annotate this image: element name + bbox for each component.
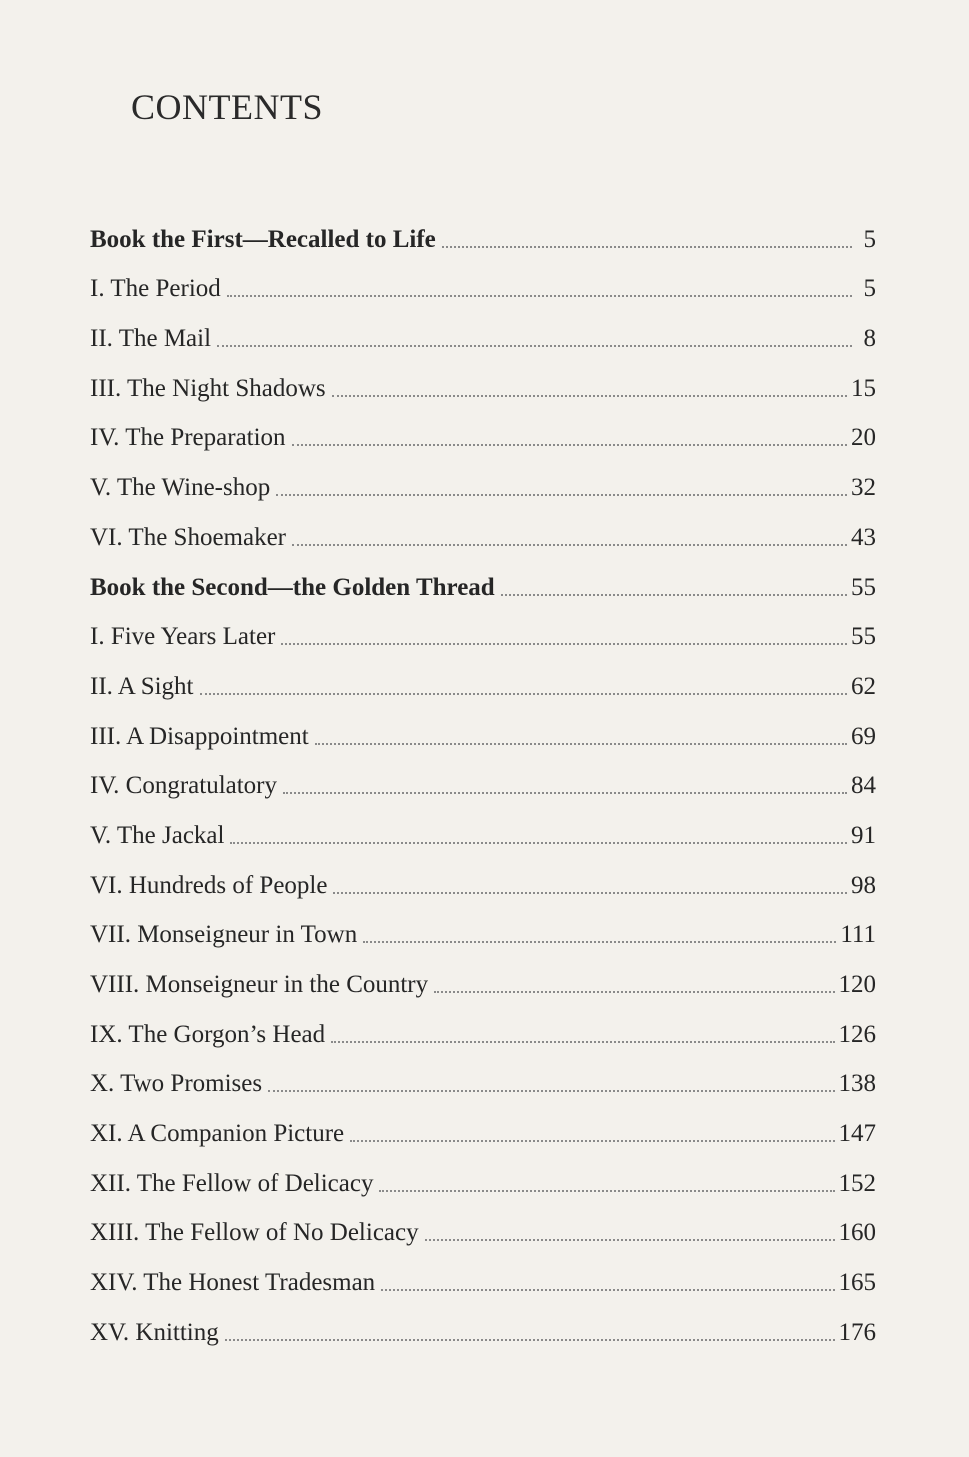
entry-title: X. Two Promises — [90, 1070, 263, 1098]
entry-page-number: 55 — [851, 573, 876, 601]
dot-leader — [381, 1289, 834, 1291]
dot-leader — [332, 395, 847, 397]
entry-title: VI. The Shoemaker — [90, 523, 287, 551]
dot-leader — [217, 345, 852, 347]
entry-page-number: 5 — [863, 225, 876, 253]
contents-heading: CONTENTS — [131, 87, 323, 127]
toc-chapter-entry — [90, 652, 876, 702]
dot-leader — [363, 941, 836, 943]
entry-title: IX. The Gorgon’s Head — [90, 1020, 326, 1048]
toc-chapter-entry — [90, 404, 876, 454]
entry-title: XI. A Companion Picture — [90, 1120, 345, 1148]
entry-title: IV. The Preparation — [90, 424, 286, 452]
toc-chapter-entry — [90, 801, 876, 851]
toc-book-entry — [90, 553, 876, 603]
entry-page-number: 147 — [838, 1120, 876, 1148]
entry-page-number: 20 — [851, 424, 876, 452]
entry-page-number: 5 — [863, 275, 876, 303]
entry-page-number: 138 — [838, 1070, 876, 1098]
dot-leader — [227, 295, 852, 297]
entry-title: XV. Knitting — [90, 1318, 219, 1346]
entry-page-number: 84 — [851, 772, 876, 800]
toc-chapter-entry — [90, 901, 876, 951]
toc-chapter-entry — [90, 453, 876, 503]
entry-page-number: 165 — [838, 1269, 876, 1297]
dot-leader — [331, 1041, 834, 1043]
toc-chapter-entry — [90, 702, 876, 752]
entry-page-number: 32 — [851, 474, 876, 502]
toc-chapter-entry — [90, 1149, 876, 1199]
dot-leader — [225, 1339, 835, 1341]
entry-title: Book the First—Recalled to Life — [90, 225, 436, 253]
dot-leader — [200, 693, 848, 695]
entry-page-number: 15 — [851, 374, 876, 402]
table-of-contents — [90, 205, 876, 1348]
entry-title: I. The Period — [90, 275, 221, 303]
entry-page-number: 152 — [838, 1169, 876, 1197]
entry-title: III. The Night Shadows — [90, 374, 326, 402]
toc-chapter-entry — [90, 1099, 876, 1149]
dot-leader — [425, 1239, 835, 1241]
entry-title: II. A Sight — [90, 672, 194, 700]
entry-title: II. The Mail — [90, 325, 212, 353]
entry-title: Book the Second—the Golden Thread — [90, 573, 495, 601]
dot-leader — [333, 892, 847, 894]
entry-page-number: 8 — [863, 325, 876, 353]
entry-page-number: 43 — [851, 523, 876, 551]
entry-page-number: 55 — [851, 623, 876, 651]
dot-leader — [501, 594, 847, 596]
dot-leader — [292, 444, 847, 446]
entry-page-number: 62 — [851, 672, 876, 700]
entry-title: XIV. The Honest Tradesman — [90, 1269, 376, 1297]
dot-leader — [442, 246, 852, 248]
entry-page-number: 126 — [838, 1020, 876, 1048]
entry-page-number: 111 — [840, 921, 876, 949]
entry-title: III. A Disappointment — [90, 722, 309, 750]
dot-leader — [315, 743, 847, 745]
toc-chapter-entry — [90, 603, 876, 653]
toc-chapter-entry — [90, 255, 876, 305]
entry-page-number: 69 — [851, 722, 876, 750]
dot-leader — [268, 1090, 834, 1092]
dot-leader — [276, 494, 847, 496]
toc-chapter-entry — [90, 1199, 876, 1249]
toc-chapter-entry — [90, 1298, 876, 1348]
entry-title: VII. Monseigneur in Town — [90, 921, 358, 949]
toc-chapter-entry — [90, 1248, 876, 1298]
entry-title: VIII. Monseigneur in the Country — [90, 971, 429, 998]
entry-page-number: 98 — [851, 871, 876, 899]
dot-leader — [350, 1140, 834, 1142]
toc-chapter-entry — [90, 354, 876, 404]
entry-page-number: 91 — [851, 821, 876, 849]
entry-title: V. The Wine-shop — [90, 474, 271, 502]
toc-chapter-entry — [90, 851, 876, 901]
dot-leader — [292, 544, 847, 546]
entry-page-number: 176 — [838, 1318, 876, 1346]
toc-chapter-entry — [90, 752, 876, 802]
toc-chapter-entry — [90, 950, 876, 1000]
entry-title: XIII. The Fellow of No Delicacy — [90, 1219, 419, 1247]
dot-leader — [281, 643, 847, 645]
dot-leader — [379, 1190, 834, 1192]
toc-chapter-entry — [90, 1000, 876, 1050]
dot-leader — [283, 792, 847, 794]
entry-title: IV. Congratulatory — [90, 772, 278, 800]
dot-leader — [230, 842, 847, 844]
toc-chapter-entry — [90, 304, 876, 354]
entry-title: I. Five Years Later — [90, 623, 276, 651]
entry-title: XII. The Fellow of Delicacy — [90, 1169, 374, 1197]
toc-chapter-entry — [90, 1050, 876, 1100]
entry-title: V. The Jackal — [90, 821, 225, 849]
toc-chapter-entry — [90, 503, 876, 553]
entry-title: VI. Hundreds of People — [90, 871, 328, 899]
entry-page-number: 120 — [838, 971, 876, 998]
dot-leader — [434, 991, 834, 993]
entry-page-number: 160 — [838, 1219, 876, 1247]
toc-book-entry — [90, 205, 876, 255]
